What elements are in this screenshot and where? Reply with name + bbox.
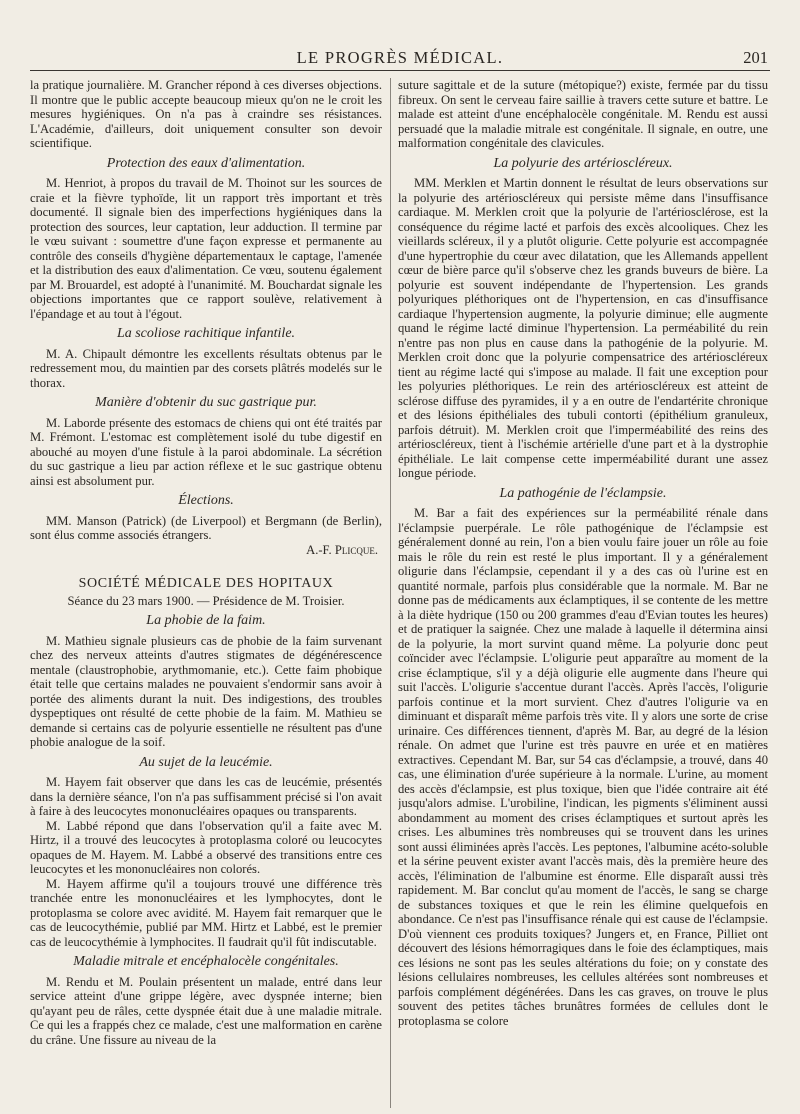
paragraph: M. Hayem affirme qu'il a toujours trouvé une différence très tranchée entre les mononucléaires et les lymphocytes, dont le protoplasma se colore avec avidité. M. Hayem fait remarquer que le cas de leucocythémie, publié par MM. Hirtz et Labbé, est le premier cas de leucocythémie à lymphocites. Il faudrait qu'il fût indiscutable. (30, 876, 382, 949)
paragraph: MM. Manson (Patrick) (de Liverpool) et Bergmann (de Berlin), sont élus comme associés étrangers. (30, 513, 382, 542)
right-column (398, 78, 768, 1114)
paragraph: MM. Merklen et Martin donnent le résultat de leurs observations sur la polyurie des artérioscléreux qui persiste même dans l'insuffisance cardiaque. M. Merklen croit que la polyurie de l'artériosclérose, est la conséquence du régime lacté et parfois des excès alcooliques. Chez les vieillards scléreux, il y a plutôt oligurie. Cette polyurie est accompagnée d'une hypertrophie du cœur avec dilatation, que les Allemands appellent cœur de bière parce qu'il s'observe chez les grands buveurs de bière. La polyurie est souvent indépendante de l'hypertension. Les grands polyuriques pléthoriques ont de l'hypertension, en cas d'insuffisance cardiaque l'hypertension augmente, la polyurie diminue; elle augmente quand le régime lacté diminue l'hypertension. La perméabilité du rein n'entre pas non plus en cause dans la pathogénie de la polyurie. M. Merklen croit donc que la polyurie compensatrice des artérioscléreux tient au régime lacté qui s'impose au malade. Il fait une exception pour les polyuries pléthoriques. Le rein des artérioscléreux est atteint de sclérose diffuse des pyramides, il y a en outre de l'endartérite chronique et des lésions épithéliales des tubuli contorti (épithélium granuleux, parfois détruit). M. Merklen croit que l'imperméabilité des reins des artérioscléreux, tient à l'ischémie artérielle d'une part et à la dystrophie épithéliale. Le lait compense cette imperméabilité durant une assez longue période. (398, 176, 768, 480)
subheading: La pathogénie de l'éclampsie. (499, 485, 667, 501)
left-column (30, 78, 382, 1114)
subheading: La phobie de la faim. (146, 613, 266, 628)
subheading: Au sujet de la leucémie. (139, 754, 273, 770)
paragraph: M. Laborde présente des estomacs de chiens qui ont été traités par M. Frémont. L'estomac est complètement isolé du tube digestif en abouché au moyen d'une fistule à la paroi abdominale. La sécrétion du suc gastrique a lieu par action réflexe et le suc gastrique obtenu ainsi est absolument pur. (30, 415, 382, 488)
subheading: La scoliose rachitique infantile. (116, 326, 296, 341)
column-rule (390, 78, 391, 1108)
subheading: Manière d'obtenir du suc gastrique pur. (95, 395, 317, 410)
paragraph: M. Labbé répond que dans l'observation qu'il a faite avec M. Hirtz, il a trouvé des leucocytes à protoplasma coloré ou leucocytes opaques de M. Hayem. M. Labbé a observé des transitions entre ces leucocytes et les mononucléaires non colorés. (30, 818, 382, 876)
page-number: 201 (743, 48, 768, 67)
subheading: Maladie mitrale et encéphalocèle congénitales. (73, 954, 339, 969)
journal-title: LE PROGRÈS MÉDICAL. (296, 48, 504, 67)
paragraph: M. Mathieu signale plusieurs cas de phobie de la faim survenant chez des nerveux atteints d'autres stigmates de dégénérescence mentale (claustrophobie, arythmomanie, etc.). Cette faim phobique était telle que certains malades ne pouvaient s'endormir sans avoir à portée des aliments durant la nuit. Des indigestions, des troubles dyspeptiques ont résulté de cette phobie de la faim. M. Mathieu se demande si certains cas de polyurie essentielle ne résultent pas d'une phobie analogue de la soif. (30, 633, 382, 749)
session-info: Séance du 23 mars 1900. — Présidence de M. Troisier. (67, 593, 345, 608)
paragraph: suture sagittale et de la suture (métopique?) existe, fermée par du tissu fibreux. On sent le cerveau faire saillie à travers cette suture et battre. Le malade est atteint d'une encéphalocèle congénitale. M. Rendu est aussi persuadé que la maladie mitrale est congénitale. Il signale, en outre, une malformation congénitale des clavicules. (398, 78, 768, 150)
paragraph: la pratique journalière. M. Grancher répond à ces diverses objections. Il montre que le public accepte beaucoup mieux qu'on ne le croit les mesures hygiéniques. On n'a pas à craindre ses résistances. L'Académie, d'ailleurs, doit uniquement consulter son devoir scientifique. (30, 78, 382, 150)
running-head (30, 46, 770, 71)
paragraph: M. A. Chipault démontre les excellents résultats obtenus par le redressement mou, du maintien par des corsets plâtrés modelés sur le thorax. (30, 346, 382, 390)
paragraph: M. Henriot, à propos du travail de M. Thoinot sur les sources de craie et la fièvre typhoïde, lit un rapport très important et très documenté. Il signale bien des imperfections hygiéniques dans la protection des sources, leur captation, leur adduction. Il termine par le vœu suivant : soumettre d'une façon expresse et permanente au contrôle des conseils d'hygiène départementaux le captage, l'amenée et la distribution des eaux d'alimentation. Ce vœu, soutenu également par M. Brouardel, est adopté à l'unanimité. M. Bouchardat signale les objections importantes que ce rapport soulève, relativement à l'épandage et au tout à l'égout. (30, 176, 382, 321)
author-signature: A.-F. Plicque. (306, 542, 378, 557)
subheading: Protection des eaux d'alimentation. (106, 155, 306, 171)
paragraph: M. Bar a fait des expériences sur la perméabilité rénale dans l'éclampsie puerpérale. Le rôle pathogénique de l'éclampsie est généralement donné au rein, l'on a bien voulu faire jouer un rôle au foie mais le rôle du rein est resté le plus important. Il y a généralement oligurie dans l'éclampsie, cependant il y a des cas où l'urine est en quantité normale, parfois plus considérable que la normale. M. Bar ne donne pas de médicaments aux éclamptiques, il se contente de les mettre à la diète hydrique (150 ou 200 grammes d'eau d'Evian toutes les heures) et de pratiquer la saignée. Chez une malade à laquelle il détermina ainsi de la polyurie, la mort survint quand même. La polyurie donc peut coïncider avec l'éclampsie. L'oligurie peut apparaître au moment de la crise éclamptique, s'il y a déjà oligurie elle augmente dans l'heure qui suit l'accès. L'oligurie s'accentue durant l'accès. Après l'accès, l'oligurie parfois continue et la mort survient. Chez d'autres l'oligurie va en diminuant et disparaît même parfois très vite. Il y alors une sorte de crise urinaire. Ces différences tiennent, d'après M. Bar, au degré de la lésion rénale. On admet que l'urine est très pauvre en urée et en matières extractives. Cependant M. Bar, sur 54 cas d'éclampsie, a trouvé, dans 40 cas, une élimination d'urée supérieure à la normale. L'urine, au moment des accès d'éclampsie, est plus toxique, bien que l'idée contraire ait été jusqu'alors admise. L'urobiline, l'indican, les pigments s'éliminent aussi abondamment au moment des crises éclamptiques et surtout après les crises. Les albumines très nombreuses qui se trouvent dans les urines sont aussi éliminées après l'accès. Les peptones, l'albumine acéto-soluble et la sérine peuvent exister avant l'accès mais, dès la première heure des accès, l'élimination de l'albumine est énorme. Elle disparaît aussi très rapidement. M. Bar conclut qu'au moment de l'accès, le sang se charge de substances toxiques et que le rein les élimine quelquefois en abondance. Ce n'est pas l'insuffisance rénale qui est cause de l'éclampsie. D'où viennent ces produits toxiques? Jungers et, en France, Pilliet ont découvert des lésions hémorragiques dans le foie des éclamptiques, mais ces lésions ne sont pas les seules altérations du foie; on y constate des lésions cellulaires nombreuses, les cellules altérées sont nombreuses et parfois complément dégénérées. Dans les cas graves, on trouve le plus souvent des petites tâches brunâtres formées de cellules dont le protoplasma se colore (398, 506, 768, 1028)
subheading: La polyurie des artérioscléreux. (493, 155, 673, 171)
paragraph: M. Hayem fait observer que dans les cas de leucémie, présentés dans la dernière séance, l'on n'a pas suffisamment précisé si l'on avait à faire à des leucocytes mononucléaires opaques ou transparents. (30, 775, 382, 818)
section-title: SOCIÉTÉ MÉDICALE DES HOPITAUX (78, 576, 334, 591)
subheading: Élections. (178, 493, 234, 508)
paragraph: M. Rendu et M. Poulain présentent un malade, entré dans leur service atteint d'une grippe légère, avec dyspnée interne; bien qu'ayant peu de râles, cette dyspnée était due à une maladie mitrale. Ce qui les a frappés chez ce malade, c'est une malformation en carène du crâne. Une fissure au niveau de la (30, 974, 382, 1047)
